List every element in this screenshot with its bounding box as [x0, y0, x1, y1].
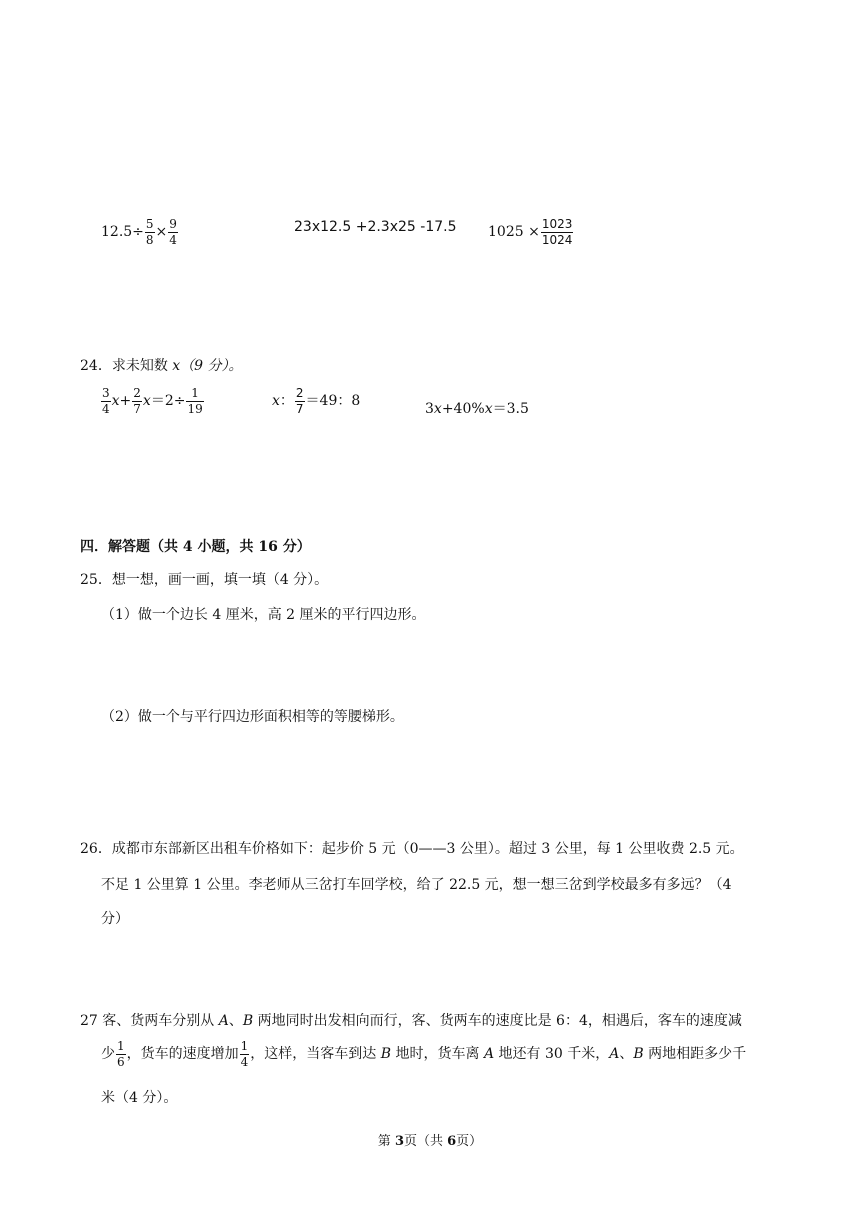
q25-part-1: （1）做一个边长 4 厘米，高 2 厘米的平行四边形。 — [101, 607, 426, 623]
q26-line-1: 26．成都市东部新区出租车价格如下：起步价 5 元（0——3 公里）。超过 3 公里，每 1 公里收费 2.5 元。 — [80, 841, 744, 857]
fraction: $\frac{1023}{1024}$ — [541, 217, 573, 247]
fraction: $\frac{1}{6}$ — [117, 1039, 125, 1069]
q24-equation-1: $\frac{3}{4}$ x+ $\frac{2}{7}$ x＝2÷ $\frac{1}{19}$ — [102, 386, 203, 416]
q24-title: 24．求未知数 x（9 分）。 — [80, 358, 243, 374]
page-footer: 第 3页（共 6页） — [377, 1134, 483, 1149]
q27-line-3: 米（4 分）。 — [101, 1090, 178, 1106]
fraction: $\frac{5}{8}$ — [145, 217, 154, 247]
expr-1 — [101, 218, 179, 246]
fraction: $\frac{2}{7}$ — [295, 386, 304, 416]
fraction: $\frac{1}{4}$ — [240, 1039, 249, 1069]
q25-title: 25．想一想，画一画，填一填（4 分）。 — [80, 572, 329, 588]
fraction: $\frac{9}{4}$ — [169, 217, 177, 247]
page-total: 6 — [447, 1134, 457, 1149]
fraction: $\frac{1}{19}$ — [187, 386, 203, 416]
expr-3 — [488, 218, 574, 246]
q24-equation-2: x： $\frac{2}{7}$ ＝49：8 — [272, 386, 361, 416]
q25-part-2: （2）做一个与平行四边形面积相等的等腰梯形。 — [101, 709, 404, 725]
fraction: $\frac{3}{4}$ — [102, 386, 110, 416]
fraction: $\frac{2}{7}$ — [133, 386, 141, 416]
q27-line-2: 少 $\frac{1}{6}$ ，货车的速度增加 $\frac{1}{4}$ ，这样，当客车到达 B 地时，货车离 A 地还有 30 千米，A、B 两地相距多少千 — [101, 1039, 747, 1069]
section-title: 四．解答题（共 4 小题，共 16 分） — [80, 539, 311, 555]
expr-2: 23x12.5 +2.3x25 -17.5 — [294, 219, 457, 235]
q26-line-3: 分） — [101, 911, 129, 927]
times-sign: × — [155, 224, 168, 241]
expr-1-lead: 12.5÷ — [101, 224, 144, 241]
q26-line-2: 不足 1 公里算 1 公里。李老师从三岔打车回学校，给了 22.5 元，想一想三岔到学校最多有多远？（4 — [101, 877, 732, 893]
expr-3-lead: 1025 × — [488, 224, 540, 241]
q27-line-1: 27 客、货两车分别从 A、B 两地同时出发相向而行，客、货两车的速度比是 6：4，相遇后，客车的速度减 — [80, 1013, 742, 1029]
page-number: 3 — [394, 1134, 404, 1149]
q24-equation-3: 3x+40%x＝3.5 — [425, 401, 529, 417]
